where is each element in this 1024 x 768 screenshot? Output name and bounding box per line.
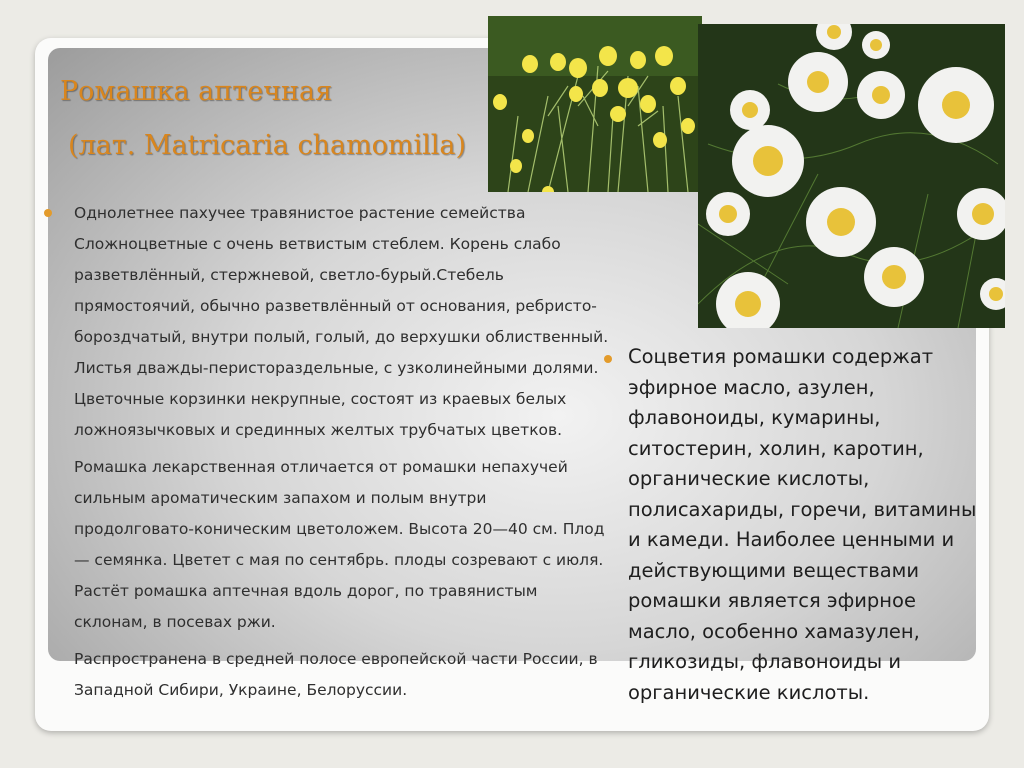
bullet-icon (44, 209, 52, 217)
paragraph-description (74, 198, 610, 446)
bullet-icon (604, 355, 612, 363)
paragraph-description-text: Однолетнее пахучее травянистое растение семейства Сложноцветные с очень ветвистым стеблем. Корень слабо разветвлённый, стержневой, светло-бурый.Стебель прямостоячий, обычно разветвлённый от основания, ребристо-бороздчатый, внутри полый, голый, до верхушки облиственный. Листья дважды-перистораздельные, с узколинейными долями. Цветочные корзинки некрупные, состоят из краевых белых ложноязычковых и срединных желтых трубчатых цветков. (74, 204, 609, 439)
paragraph-composition-text: Соцветия ромашки содержат эфирное масло, азулен, флавоноиды, кумарины, ситостерин, холин, каротин, органические кислоты, полисахариды, горечи, витамины и камеди. Наиболее ценными и действующими веществами ромашки является эфирное масло, особенно хамазулен, гликозиды, флавоноиды и органические кислоты. (628, 345, 977, 704)
slide-subtitle-latin: (лат. Matricaria chamomilla) (68, 130, 467, 161)
paragraph-distribution (74, 644, 610, 706)
paragraph-differences-text: Ромашка лекарственная отличается от ромашки непахучей сильным ароматическим запахом и полым внутри продолговато-коническим цветоложем. Высота 20—40 см. Плод — семянка. Цветет с мая по сентябрь. плоды созревают с июля. Растёт ромашка аптечная вдоль дорог, по травянистым склонам, в посевах ржи. (74, 458, 605, 631)
chamomile-flowers-photo (698, 24, 1005, 328)
composition-block (598, 342, 983, 708)
slide-title: Ромашка аптечная (60, 76, 333, 107)
paragraph-differences (74, 452, 610, 638)
paragraph-composition (628, 342, 983, 708)
paragraph-distribution-text: Распространена в средней полосе европейской части России, в Западной Сибири, Украине, Белоруссии. (74, 650, 598, 699)
chamomile-buds-photo (488, 16, 702, 192)
description-block (40, 198, 610, 712)
